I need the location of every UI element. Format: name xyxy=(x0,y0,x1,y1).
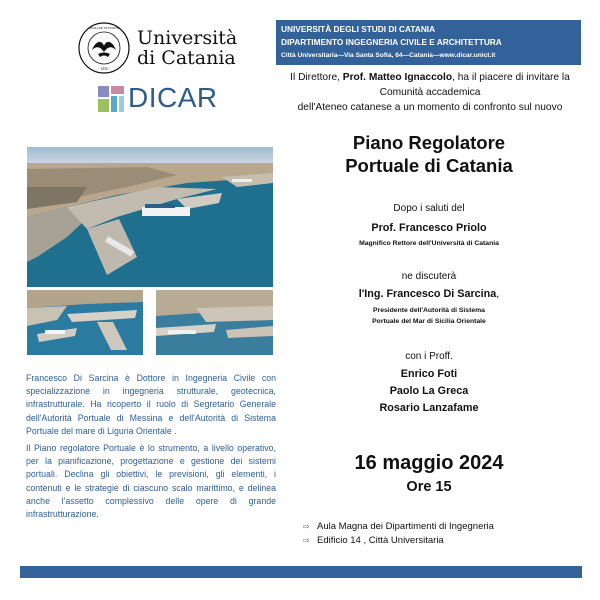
header-department: DIPARTIMENTO INGEGNERIA CIVILE E ARCHITETTURA xyxy=(281,37,502,47)
invite-line3: dell'Ateneo catanese a un momento di confronto sul nuovo xyxy=(297,102,563,113)
title-line1: Piano Regolatore xyxy=(352,132,506,153)
header-university: UNIVERSITÀ DEGLI STUDI DI CATANIA xyxy=(281,24,436,34)
speaker-intro: ne discuterà xyxy=(401,271,457,282)
bio-paragraph: Il Piano regolatore Portuale è lo strumento, a livello operativo, per la pianificazione, progettazione e gestione dei sistemi portuali. Declina gli obiettivi, le previsioni, gli elementi, i contenuti e le strategie di ciascuno scalo marittimo, e delinea anche l'assetto complessivo delle opere di grande infrastrutturazione. xyxy=(26,443,276,520)
department-header xyxy=(276,20,581,65)
university-name-line2: di Catania xyxy=(137,47,236,69)
arrow-right-icon: ⇨ xyxy=(303,536,310,545)
rector-name: Prof. Francesco Priolo xyxy=(371,222,487,234)
event-date: 16 maggio 2024 xyxy=(354,452,504,474)
panel-intro: con i Proff. xyxy=(405,351,453,362)
invite-part2: , ha il piacere di invitare la xyxy=(452,72,570,83)
event-title xyxy=(300,131,558,177)
dicar-logo-text: DICAR xyxy=(128,82,218,113)
invitation-text xyxy=(270,70,590,115)
university-seal-logo xyxy=(78,22,130,74)
university-name xyxy=(137,28,247,68)
speaker-role-line2: Portuale del Mar di Sicilia Orientale xyxy=(372,318,486,325)
title-line2: Portuale di Catania xyxy=(345,155,513,176)
invite-part1: Il Direttore, xyxy=(290,72,343,83)
event-time: Ore 15 xyxy=(406,479,452,495)
greetings-section xyxy=(300,202,558,249)
greetings-intro: Dopo i saluti del xyxy=(393,203,465,214)
rector-role: Magnifico Rettore dell'Università di Catania xyxy=(359,240,499,247)
venue-text: Edificio 14 , Città Universitaria xyxy=(317,535,444,546)
panelist-name: Enrico Foti xyxy=(400,368,458,380)
svg-text:SICILIAE STVDIVM: SICILIAE STVDIVM xyxy=(88,26,120,30)
header-address: Città Universitaria—Via Santa Sofia, 64—Catania—www.dicar.unict.it xyxy=(281,52,496,59)
speaker-bio xyxy=(26,372,276,525)
venue-item xyxy=(303,521,583,533)
port-render-photo-1 xyxy=(27,290,143,355)
port-aerial-photo xyxy=(27,147,273,287)
footer-bar xyxy=(20,566,582,578)
venue-item xyxy=(303,535,583,547)
venue-text: Aula Magna dei Dipartimenti di Ingegneria xyxy=(317,521,494,532)
invite-line2: Comunità accademica xyxy=(379,87,481,98)
speaker-name: l'Ing. Francesco Di Sarcina xyxy=(358,288,497,300)
panelist-name: Rosario Lanzafame xyxy=(379,402,479,414)
speaker-name-suffix: , xyxy=(496,288,500,300)
dicar-logo xyxy=(98,84,248,114)
arrow-right-icon: ⇨ xyxy=(303,522,310,531)
panel-section xyxy=(300,350,558,417)
bio-paragraph: Francesco Di Sarcina è Dottore in Ingegneria Civile con specializzazione in ingegneria strutturale, geotecnica, infrastrutturale. Ha ricoperto il ruolo di Segretario Generale dell'Autorità Portuale di Messina e dell'Autorità di Sistema Portuale del mare di Liguria Orientale . xyxy=(26,373,276,436)
port-render-photo-2 xyxy=(156,290,273,355)
panelist-name: Paolo La Greca xyxy=(389,385,469,397)
svg-text:· 1434 ·: · 1434 · xyxy=(98,67,110,71)
speaker-role-line1: Presidente dell'Autorità di Sistema xyxy=(373,307,485,314)
director-name: Prof. Matteo Ignaccolo xyxy=(342,72,453,83)
speaker-section xyxy=(300,270,558,327)
dicar-mark-icon xyxy=(98,86,124,112)
university-name-line1: Università xyxy=(137,27,238,49)
